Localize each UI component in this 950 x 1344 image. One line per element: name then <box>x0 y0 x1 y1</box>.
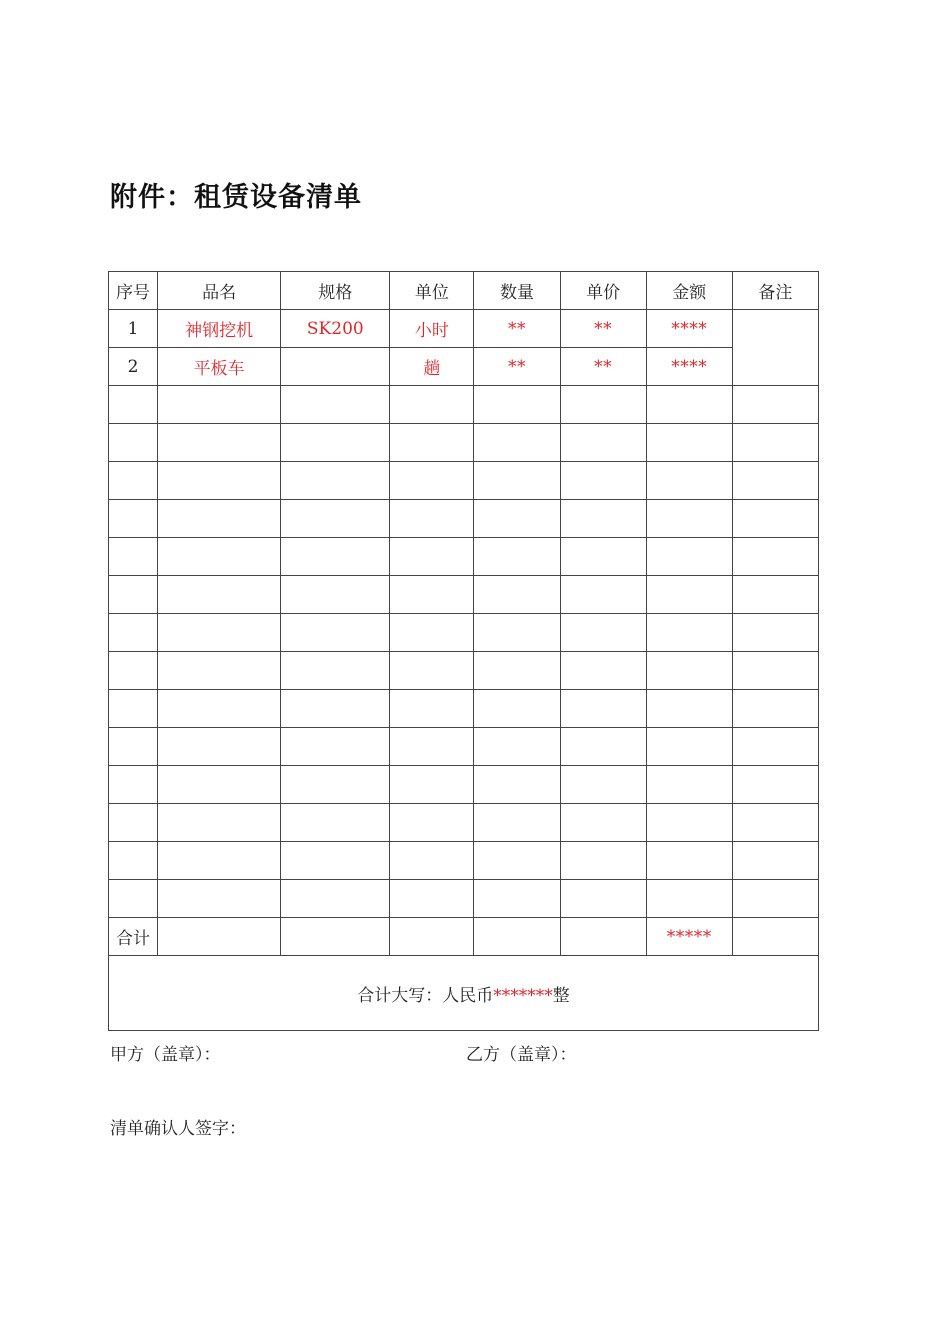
cell-empty <box>732 652 818 690</box>
amount-in-words <box>109 956 819 1031</box>
cell-empty <box>109 804 158 842</box>
amount-words-value: ******* <box>493 985 553 1006</box>
cell-empty <box>158 690 281 728</box>
cell-empty <box>109 462 158 500</box>
cell-empty <box>732 424 818 462</box>
cell-empty <box>109 386 158 424</box>
cell-empty <box>158 766 281 804</box>
cell-empty <box>281 386 390 424</box>
cell-price: ** <box>560 348 646 386</box>
cell-empty <box>560 880 646 918</box>
cell-empty <box>281 462 390 500</box>
cell-empty <box>732 462 818 500</box>
amount-words-prefix: 合计大写：人民币 <box>357 985 494 1006</box>
table-row-empty <box>109 576 819 614</box>
cell-empty <box>732 500 818 538</box>
total-row <box>109 918 819 956</box>
cell-empty <box>646 500 732 538</box>
cell-empty <box>390 386 474 424</box>
header-price: 单价 <box>560 272 646 310</box>
cell-empty <box>646 538 732 576</box>
cell-empty <box>109 842 158 880</box>
total-amount: ***** <box>646 918 732 956</box>
cell-empty <box>646 804 732 842</box>
cell-empty <box>560 614 646 652</box>
cell-empty <box>732 386 818 424</box>
party-b-seal-label: 乙方（盖章）： <box>466 1045 577 1065</box>
cell-name: 神钢挖机 <box>158 310 281 348</box>
cell-empty <box>732 690 818 728</box>
cell-empty <box>158 614 281 652</box>
header-unit: 单位 <box>390 272 474 310</box>
cell-empty <box>390 576 474 614</box>
cell-empty <box>281 500 390 538</box>
cell-empty <box>390 424 474 462</box>
cell-empty <box>646 614 732 652</box>
cell-empty <box>109 766 158 804</box>
cell-empty <box>560 918 646 956</box>
cell-empty <box>732 842 818 880</box>
cell-unit: 趟 <box>390 348 474 386</box>
table-row-empty <box>109 500 819 538</box>
cell-empty <box>390 538 474 576</box>
table-header-row <box>109 272 819 310</box>
cell-empty <box>474 652 560 690</box>
cell-empty <box>732 880 818 918</box>
cell-amount: **** <box>646 310 732 348</box>
cell-amount: **** <box>646 348 732 386</box>
cell-empty <box>281 880 390 918</box>
cell-empty <box>560 690 646 728</box>
cell-empty <box>158 880 281 918</box>
cell-empty <box>281 690 390 728</box>
cell-empty <box>560 386 646 424</box>
cell-empty <box>109 652 158 690</box>
table-row-empty <box>109 462 819 500</box>
cell-empty <box>474 728 560 766</box>
cell-empty <box>646 842 732 880</box>
table-row-empty <box>109 538 819 576</box>
table-row-empty <box>109 386 819 424</box>
cell-empty <box>646 386 732 424</box>
cell-empty <box>474 880 560 918</box>
cell-empty <box>158 804 281 842</box>
cell-empty <box>109 690 158 728</box>
cell-empty <box>732 804 818 842</box>
cell-empty <box>474 386 560 424</box>
table-row-empty <box>109 690 819 728</box>
header-remark: 备注 <box>732 272 818 310</box>
cell-price: ** <box>560 310 646 348</box>
cell-empty <box>158 576 281 614</box>
header-qty: 数量 <box>474 272 560 310</box>
cell-empty <box>560 842 646 880</box>
table-row <box>109 348 819 386</box>
cell-empty <box>390 880 474 918</box>
cell-unit: 小时 <box>390 310 474 348</box>
cell-empty <box>560 652 646 690</box>
cell-empty <box>158 386 281 424</box>
cell-empty <box>474 918 560 956</box>
table-row <box>109 310 819 348</box>
equipment-list-table <box>108 271 819 1031</box>
cell-empty <box>646 424 732 462</box>
cell-empty <box>474 424 560 462</box>
cell-empty <box>474 614 560 652</box>
cell-empty <box>560 538 646 576</box>
cell-qty: ** <box>474 310 560 348</box>
cell-empty <box>474 462 560 500</box>
cell-empty <box>646 766 732 804</box>
cell-empty <box>732 766 818 804</box>
cell-empty <box>732 918 818 956</box>
cell-empty <box>646 652 732 690</box>
cell-empty <box>560 576 646 614</box>
table-row-empty <box>109 842 819 880</box>
cell-empty <box>109 424 158 462</box>
cell-empty <box>109 614 158 652</box>
table-row-empty <box>109 766 819 804</box>
cell-empty <box>560 462 646 500</box>
table-row-empty <box>109 880 819 918</box>
cell-empty <box>390 766 474 804</box>
cell-empty <box>390 652 474 690</box>
cell-empty <box>560 500 646 538</box>
cell-empty <box>281 804 390 842</box>
cell-empty <box>390 918 474 956</box>
cell-empty <box>281 652 390 690</box>
cell-spec <box>281 348 390 386</box>
cell-empty <box>158 462 281 500</box>
cell-empty <box>281 576 390 614</box>
cell-empty <box>158 500 281 538</box>
amount-words-suffix: 整 <box>552 985 570 1006</box>
table-row-empty <box>109 614 819 652</box>
cell-empty <box>646 690 732 728</box>
cell-empty <box>390 842 474 880</box>
cell-empty <box>158 728 281 766</box>
page-title: 附件：租赁设备清单 <box>110 182 362 213</box>
cell-empty <box>646 576 732 614</box>
header-no: 序号 <box>109 272 158 310</box>
amount-in-words-row <box>109 956 819 1031</box>
cell-empty <box>560 424 646 462</box>
cell-no: 2 <box>109 348 158 386</box>
cell-empty <box>281 842 390 880</box>
cell-name: 平板车 <box>158 348 281 386</box>
party-a-seal-label: 甲方（盖章）： <box>110 1045 221 1065</box>
cell-empty <box>109 500 158 538</box>
cell-empty <box>390 728 474 766</box>
cell-no: 1 <box>109 310 158 348</box>
cell-empty <box>390 500 474 538</box>
cell-empty <box>390 804 474 842</box>
cell-empty <box>474 690 560 728</box>
header-spec: 规格 <box>281 272 390 310</box>
cell-empty <box>281 614 390 652</box>
cell-empty <box>560 766 646 804</box>
cell-empty <box>474 842 560 880</box>
cell-empty <box>390 614 474 652</box>
cell-empty <box>474 576 560 614</box>
table-row-empty <box>109 728 819 766</box>
cell-empty <box>390 690 474 728</box>
header-amount: 金额 <box>646 272 732 310</box>
cell-empty <box>158 538 281 576</box>
cell-empty <box>474 804 560 842</box>
total-label: 合计 <box>109 918 158 956</box>
table-row-empty <box>109 424 819 462</box>
cell-empty <box>281 766 390 804</box>
cell-qty: ** <box>474 348 560 386</box>
cell-empty <box>158 842 281 880</box>
cell-empty <box>474 766 560 804</box>
cell-empty <box>474 500 560 538</box>
cell-empty <box>158 652 281 690</box>
cell-empty <box>732 576 818 614</box>
cell-remark <box>732 310 818 386</box>
cell-empty <box>560 804 646 842</box>
cell-empty <box>646 728 732 766</box>
header-name: 品名 <box>158 272 281 310</box>
cell-empty <box>109 576 158 614</box>
cell-empty <box>109 880 158 918</box>
cell-empty <box>158 424 281 462</box>
cell-empty <box>281 918 390 956</box>
cell-empty <box>474 538 560 576</box>
cell-spec: SK200 <box>281 310 390 348</box>
cell-empty <box>281 424 390 462</box>
cell-empty <box>560 728 646 766</box>
cell-empty <box>646 880 732 918</box>
cell-empty <box>390 462 474 500</box>
table-row-empty <box>109 804 819 842</box>
confirmer-signature-label: 清单确认人签字： <box>110 1119 246 1139</box>
table-row-empty <box>109 652 819 690</box>
cell-empty <box>109 538 158 576</box>
cell-empty <box>732 538 818 576</box>
cell-empty <box>732 728 818 766</box>
cell-empty <box>109 728 158 766</box>
cell-empty <box>281 538 390 576</box>
cell-empty <box>281 728 390 766</box>
cell-empty <box>732 614 818 652</box>
cell-empty <box>158 918 281 956</box>
cell-empty <box>646 462 732 500</box>
